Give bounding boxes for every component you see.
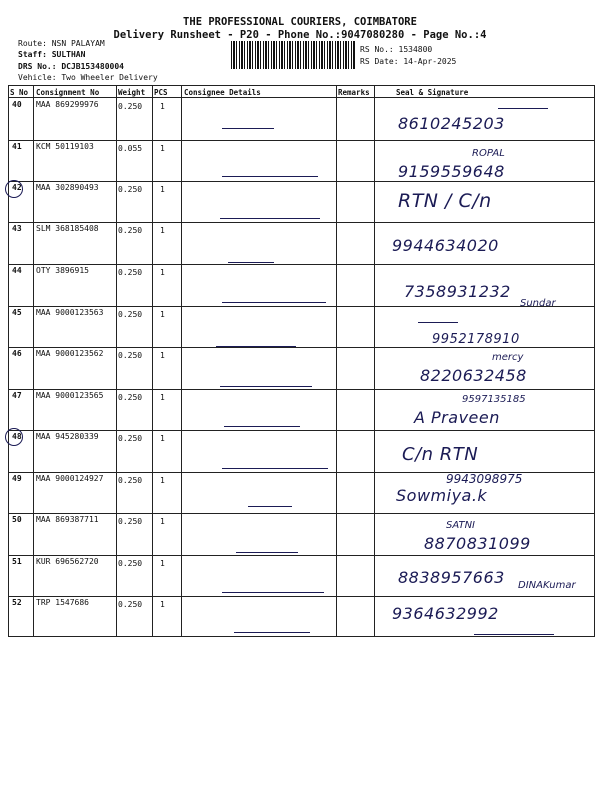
row-pcs: 1 — [160, 226, 165, 235]
row-pcs: 1 — [160, 144, 165, 153]
handwritten-phone: 9944634020 — [392, 236, 499, 255]
handwritten-name: ROPAL — [472, 148, 505, 159]
row-border — [8, 85, 595, 86]
row-border — [8, 555, 595, 556]
handwritten-name — [220, 218, 320, 219]
row-consignment: MAA 869387711 — [36, 515, 99, 524]
row-pcs: 1 — [160, 517, 165, 526]
row-pcs: 1 — [160, 393, 165, 402]
row-pcs: 1 — [160, 434, 165, 443]
handwritten-name — [236, 552, 298, 553]
row-weight: 0.250 — [118, 476, 143, 485]
row-consignment: MAA 9000123562 — [36, 349, 104, 358]
header-signature: Seal & Signature — [396, 88, 469, 97]
handwritten-name — [222, 468, 328, 469]
row-pcs: 1 — [160, 268, 165, 277]
row-consignment: MAA 9000123565 — [36, 391, 104, 400]
row-weight: 0.250 — [118, 559, 143, 568]
row-weight: 0.250 — [118, 351, 143, 360]
header-consignee: Consignee Details — [184, 88, 261, 97]
handwritten-name — [222, 176, 318, 177]
rs-number: RS No.: 1534800 — [360, 45, 433, 54]
row-sno: 52 — [12, 598, 22, 607]
handwritten-name: A Praveen — [414, 408, 500, 427]
handwritten-name: Sowmiya.k — [396, 486, 488, 505]
row-sno: 41 — [12, 142, 22, 151]
row-pcs: 1 — [160, 559, 165, 568]
signature-scribble — [498, 108, 548, 109]
row-sno: 45 — [12, 308, 22, 317]
row-weight: 0.250 — [118, 226, 143, 235]
header-pcs: PCS — [154, 88, 168, 97]
handwritten-phone: 9159559648 — [398, 162, 505, 181]
handwritten-name — [228, 262, 274, 263]
barcode — [231, 41, 355, 69]
rs-date: RS Date: 14-Apr-2025 — [360, 57, 457, 66]
row-sno: 46 — [12, 349, 22, 358]
row-consignment: MAA 9000123563 — [36, 308, 104, 317]
handwritten-name: SATNI — [446, 520, 475, 531]
handwritten-name: DINAKumar — [518, 580, 576, 591]
handwritten-phone: 8220632458 — [420, 366, 527, 385]
row-border — [8, 306, 595, 307]
row-pcs: 1 — [160, 351, 165, 360]
handwritten-name — [220, 386, 312, 387]
handwritten-name — [248, 506, 292, 507]
row-consignment: MAA 869299976 — [36, 100, 99, 109]
handwritten-phone: 8870831099 — [424, 534, 531, 553]
row-sno: 43 — [12, 224, 22, 233]
row-weight: 0.250 — [118, 268, 143, 277]
handwritten-name — [234, 632, 310, 633]
row-sno: 48 — [12, 432, 22, 441]
row-border — [8, 97, 595, 98]
row-consignment: TRP 1547686 — [36, 598, 89, 607]
handwritten-name — [222, 592, 324, 593]
row-border — [8, 636, 595, 637]
row-weight: 0.250 — [118, 310, 143, 319]
row-consignment: MAA 945280339 — [36, 432, 99, 441]
row-weight: 0.055 — [118, 144, 143, 153]
row-border — [8, 347, 595, 348]
row-sno: 51 — [12, 557, 22, 566]
row-consignment: OTY 3896915 — [36, 266, 89, 275]
circle-mark-48 — [5, 428, 23, 446]
row-sno: 49 — [12, 474, 22, 483]
row-weight: 0.250 — [118, 434, 143, 443]
handwritten-name — [216, 346, 296, 347]
row-pcs: 1 — [160, 185, 165, 194]
row-sno: 47 — [12, 391, 22, 400]
staff: Staff: SULTHAN — [18, 50, 86, 59]
row-consignment: MAA 9000124927 — [36, 474, 104, 483]
handwritten-phone: 7358931232 — [404, 282, 511, 301]
handwritten-phone: 8838957663 — [398, 568, 505, 587]
row-border — [8, 181, 595, 182]
handwritten-phone: 8610245203 — [398, 114, 505, 133]
row-border — [8, 222, 595, 223]
handwritten-name — [222, 128, 274, 129]
row-border — [8, 140, 595, 141]
row-weight: 0.250 — [118, 517, 143, 526]
signature-scribble — [474, 634, 554, 635]
row-weight: 0.250 — [118, 393, 143, 402]
row-border — [8, 430, 595, 431]
row-sno: 50 — [12, 515, 22, 524]
header-sno: S No — [10, 88, 29, 97]
row-weight: 0.250 — [118, 185, 143, 194]
signature-scribble — [418, 322, 458, 323]
row-pcs: 1 — [160, 102, 165, 111]
drs-number: DRS No.: DCJB153480004 — [18, 62, 124, 71]
row-border — [8, 596, 595, 597]
row-consignment: SLM 368185408 — [36, 224, 99, 233]
header-consignment: Consignment No — [36, 88, 100, 97]
handwritten-name — [222, 302, 326, 303]
row-pcs: 1 — [160, 476, 165, 485]
row-weight: 0.250 — [118, 600, 143, 609]
handwritten-name — [224, 426, 300, 427]
handwritten-name: mercy — [492, 352, 524, 363]
route: Route: NSN PALAYAM — [18, 39, 105, 48]
row-border — [8, 513, 595, 514]
row-border — [8, 264, 595, 265]
vehicle: Vehicle: Two Wheeler Delivery — [18, 73, 158, 82]
row-consignment: MAA 302890493 — [36, 183, 99, 192]
company-title: THE PROFESSIONAL COURIERS, COIMBATORE — [183, 16, 417, 28]
row-consignment: KCM 50119103 — [36, 142, 94, 151]
row-weight: 0.250 — [118, 102, 143, 111]
handwritten-phone: 9952178910 — [432, 332, 520, 347]
row-pcs: 1 — [160, 600, 165, 609]
row-sno: 40 — [12, 100, 22, 109]
header-remarks: Remarks — [338, 88, 370, 97]
row-consignment: KUR 696562720 — [36, 557, 99, 566]
handwritten-phone: 9597135185 — [462, 394, 526, 405]
handwritten-phone: 9943098975 — [446, 472, 523, 486]
handwritten-remark: C/n RTN — [402, 444, 479, 465]
row-sno: 44 — [12, 266, 22, 275]
row-sno: 42 — [12, 183, 22, 192]
row-border — [8, 389, 595, 390]
circle-mark-42 — [5, 180, 23, 198]
header-weight: Weight — [118, 88, 146, 97]
handwritten-name: Sundar — [520, 298, 556, 309]
runsheet-subtitle: Delivery Runsheet - P20 - Phone No.:9047080280 - Page No.:4 — [113, 29, 487, 41]
handwritten-remark: RTN / C/n — [398, 190, 492, 212]
handwritten-phone: 9364632992 — [392, 604, 499, 623]
row-pcs: 1 — [160, 310, 165, 319]
